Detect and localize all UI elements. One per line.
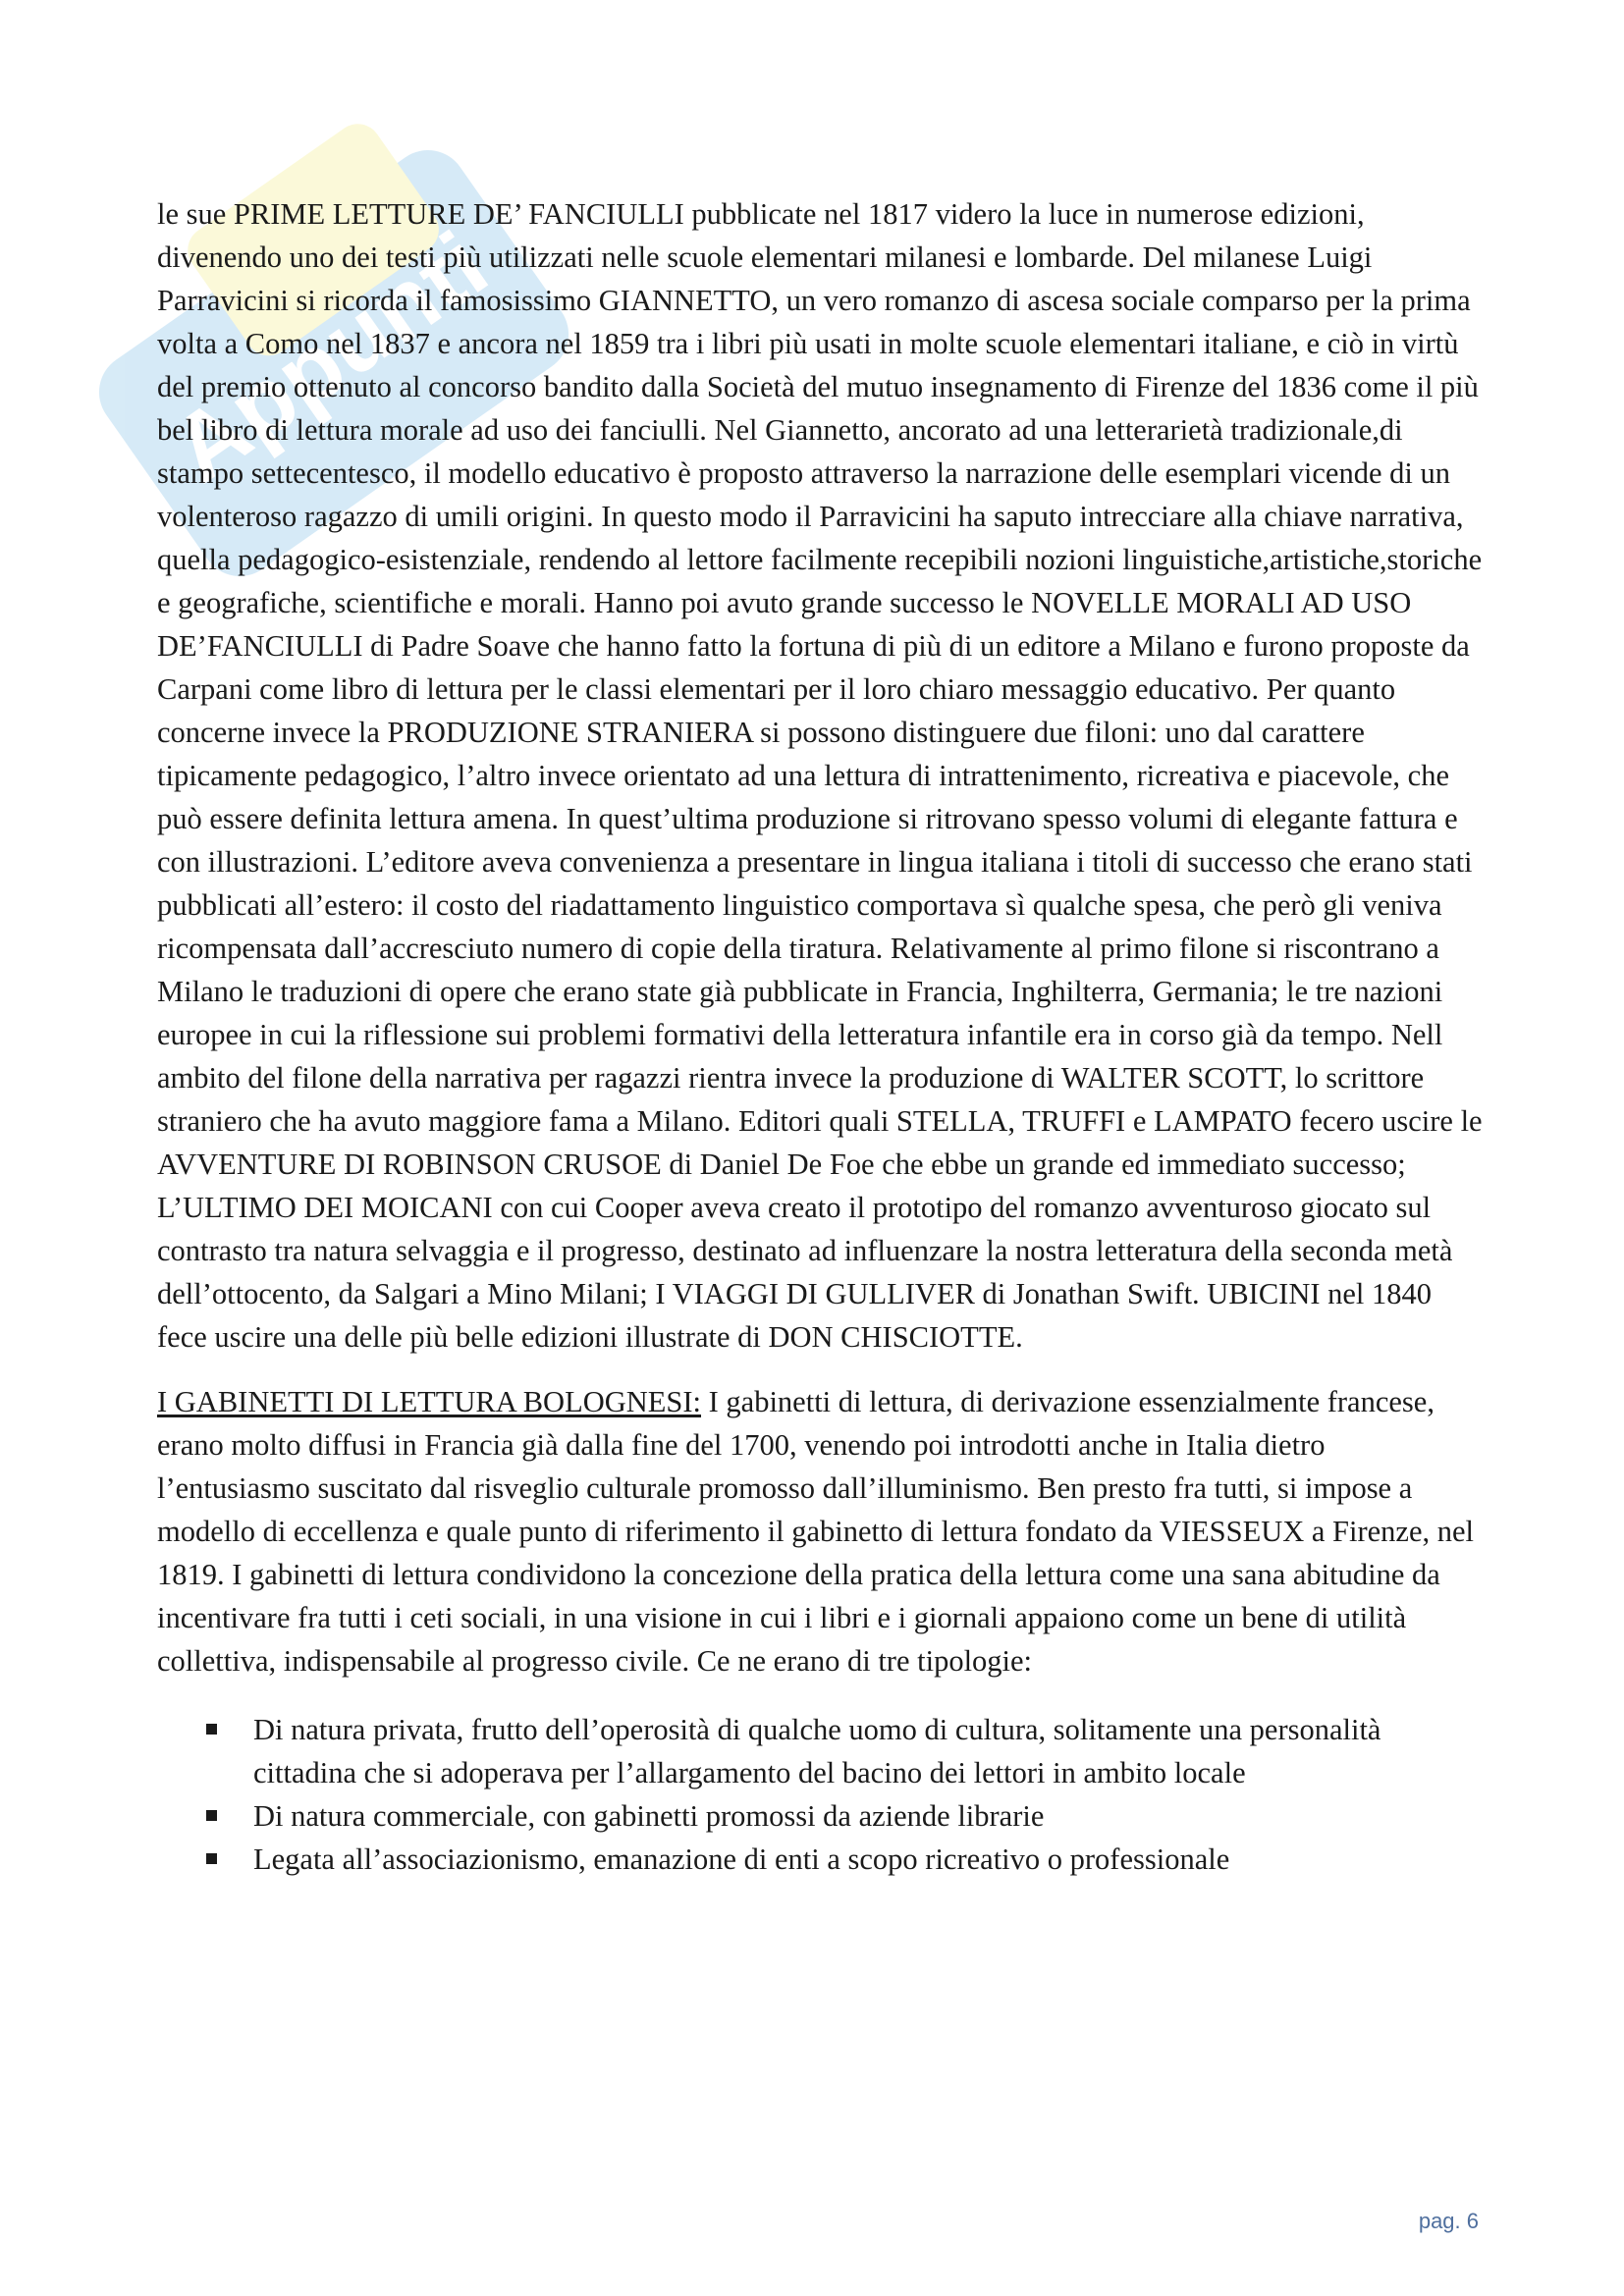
list-item — [157, 1708, 1483, 1794]
watermark-text: Appunti — [153, 212, 506, 503]
square-bullet-icon — [206, 1853, 217, 1864]
list-item-text: Di natura commerciale, con gabinetti promossi da aziende librarie — [253, 1799, 1045, 1833]
page-content — [157, 192, 1483, 1881]
page-number: pag. 6 — [1418, 2209, 1479, 2233]
list-item-text: Legata all’associazionismo, emanazione di enti a scopo ricreativo o professionale — [253, 1842, 1230, 1876]
body-paragraph: le sue PRIME LETTURE DE’ FANCIULLI pubblicate nel 1817 videro la luce in numerose edizioni, divenendo uno dei testi più utilizzati nelle scuole elementari milanesi e lombarde. Del milanese Luigi Parravicini si ricorda il famosissimo GIANNETTO, un vero romanzo di ascesa sociale comparso per la prima volta a Como nel 1837 e ancora nel 1859 tra i libri più usati in molte scuole elementari italiane, e ciò in virtù del premio ottenuto al concorso bandito dalla Società del mutuo insegnamento di Firenze del 1836 come il più bel libro di lettura morale ad uso dei fanciulli. Nel Giannetto, ancorato ad una letterarietà tradizionale,di stampo settecentesco, il modello educativo è proposto attraverso la narrazione delle esemplari vicende di un volenteroso ragazzo di umili origini. In questo modo il Parravicini ha saputo intrecciare alla chiave narrativa, quella pedagogico-esistenziale, rendendo al lettore facilmente recepibili nozioni linguistiche,artistiche,storiche e geografiche, scientifiche e morali. Hanno poi avuto grande successo le NOVELLE MORALI AD USO DE’FANCIULLI di Padre Soave che hanno fatto la fortuna di più di un editore a Milano e furono proposte da Carpani come libro di lettura per le classi elementari per il loro chiaro messaggio educativo. Per quanto concerne invece la PRODUZIONE STRANIERA si possono distinguere due filoni: uno dal carattere tipicamente pedagogico, l’altro invece orientato ad una lettura di intrattenimento, ricreativa e piacevole, che può essere definita lettura amena. In quest’ultima produzione si ritrovano spesso volumi di elegante fattura e con illustrazioni. L’editore aveva convenienza a presentare in lingua italiana i titoli di successo che erano stati pubblicati all’estero: il costo del riadattamento linguistico comportava sì qualche spesa, che però gli veniva ricompensata dall’accresciuto numero di copie della tiratura. Relativamente al primo filone si riscontrano a Milano le traduzioni di opere che erano state già pubblicate in Francia, Inghilterra, Germania; le tre nazioni europee in cui la riflessione sui problemi formativi della letteratura infantile era in corso già da tempo. Nell ambito del filone della narrativa per ragazzi rientra invece la produzione di WALTER SCOTT, lo scrittore straniero che ha avuto maggiore fama a Milano. Editori quali STELLA, TRUFFI e LAMPATO fecero uscire le AVVENTURE DI ROBINSON CRUSOE di Daniel De Foe che ebbe un grande ed immediato successo; L’ULTIMO DEI MOICANI con cui Cooper aveva creato il prototipo del romanzo avventuroso giocato sul contrasto tra natura selvaggia e il progresso, destinato ad influenzare la nostra letteratura della seconda metà dell’ottocento, da Salgari a Mino Milani; I VIAGGI DI GULLIVER di Jonathan Swift. UBICINI nel 1840 fece uscire una delle più belle edizioni illustrate di DON CHISCIOTTE. — [157, 197, 1483, 1354]
section-text: I gabinetti di lettura, di derivazione essenzialmente francese, erano molto diffusi in Francia già dalla fine del 1700, venendo poi introdotti anche in Italia dietro l’entusiasmo suscitato dal risveglio culturale promosso dall’illuminismo. Ben presto fra tutti, si impose a modello di eccellenza e quale punto di riferimento il gabinetto di lettura fondato da VIESSEUX a Firenze, nel 1819. I gabinetti di lettura condividono la concezione della pratica della lettura come una sana abitudine da incentivare fra tutti i ceti sociali, in una visione in cui i libri e i giornali appaiono come un bene di utilità collettiva, indispensabile al progresso civile. Ce ne erano di tre tipologie: — [157, 1385, 1475, 1678]
section-paragraph — [157, 1380, 1483, 1682]
square-bullet-icon — [206, 1810, 217, 1821]
list-item — [157, 1838, 1483, 1881]
list-item-text: Di natura privata, frutto dell’operosità di qualche uomo di cultura, solitamente una personalità cittadina che si adoperava per l’allargamento del bacino dei lettori in ambito locale — [253, 1713, 1381, 1789]
bullet-list — [157, 1708, 1483, 1881]
square-bullet-icon — [206, 1724, 217, 1735]
list-item — [157, 1794, 1483, 1838]
section-heading: I GABINETTI DI LETTURA BOLOGNESI: — [157, 1385, 702, 1418]
